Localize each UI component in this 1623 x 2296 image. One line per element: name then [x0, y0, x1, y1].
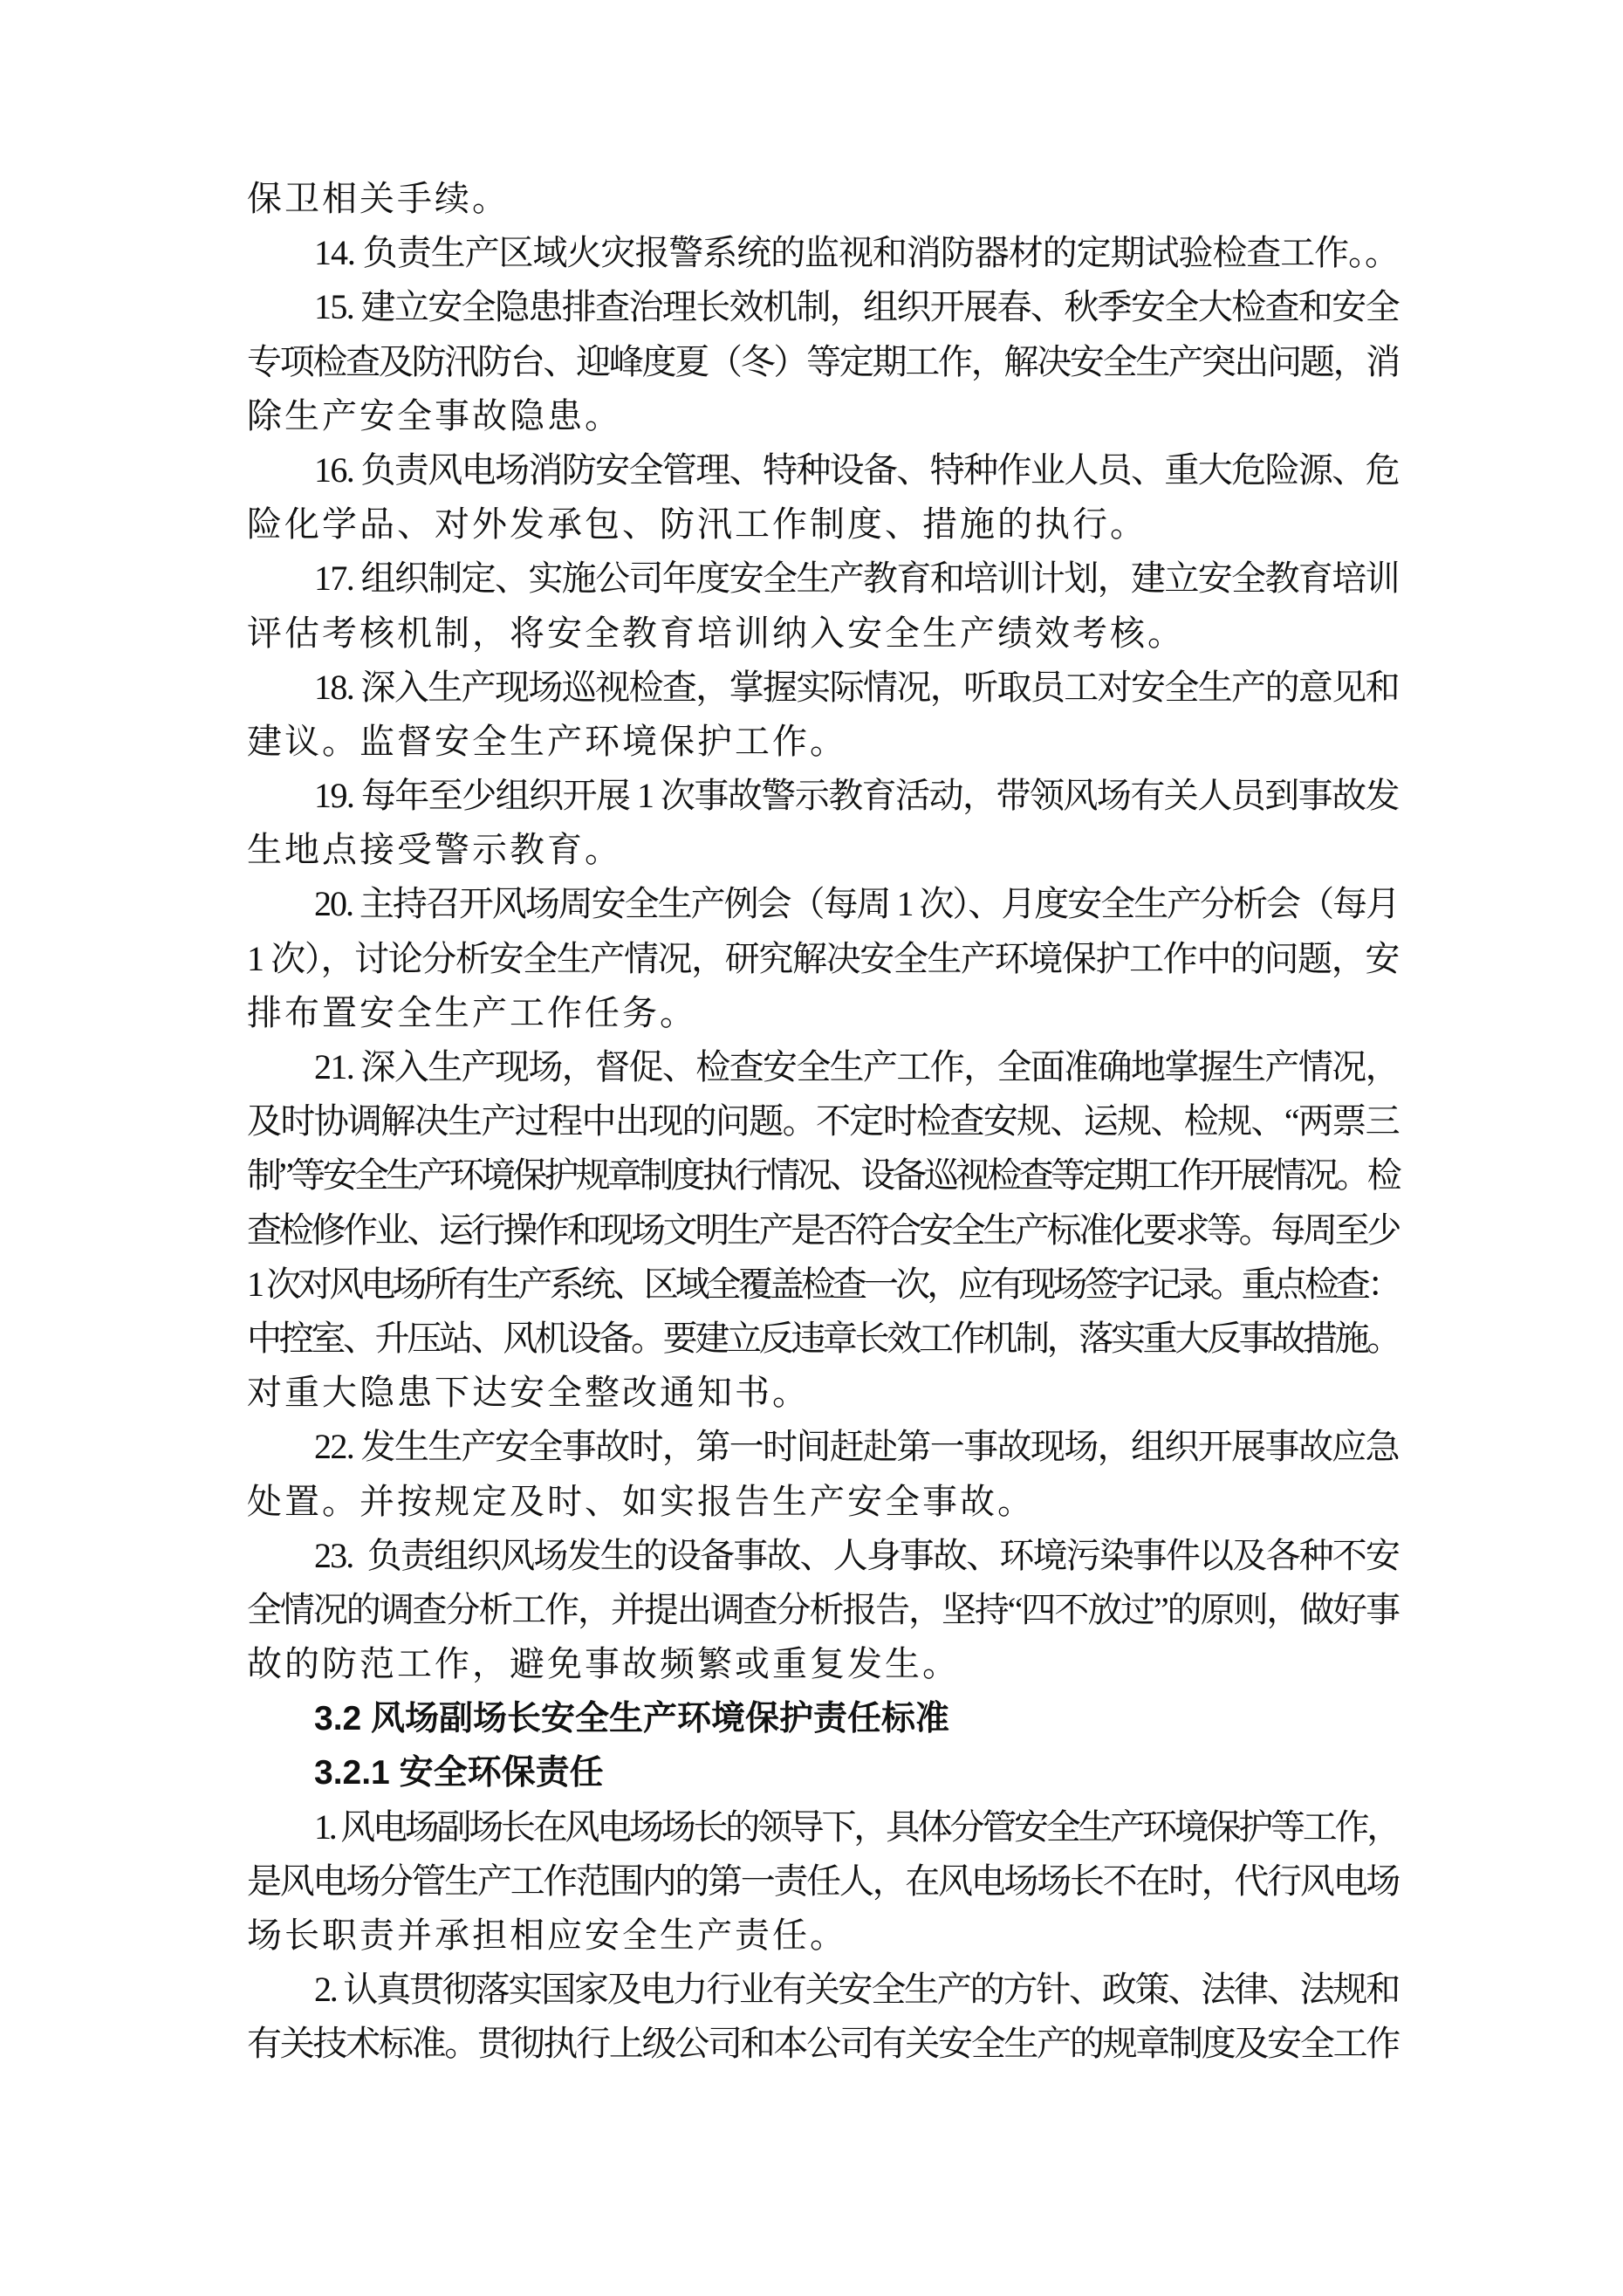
text-line: [247, 1420, 1399, 1474]
text-line: [247, 1203, 1399, 1258]
text-line: [247, 552, 1399, 606]
text-line: [247, 497, 1399, 552]
text-line-content: 20. 主持召开风场周安全生产例会（每周 1 次）、月度安全生产分析会（每月: [314, 884, 1399, 924]
paragraph: [247, 443, 1399, 552]
paragraph: [247, 661, 1399, 769]
text-line-content: 1 次），讨论分析安全生产情况，研究解决安全生产环境保护工作中的问题，安: [247, 938, 1399, 978]
text-line: [247, 443, 1399, 497]
text-line: [247, 280, 1399, 334]
text-line-content: 中控室、升压站、风机设备。要建立反违章长效工作机制，落实重大反事故措施。: [247, 1318, 1399, 1358]
text-line-content: 1 次对风电场所有生产系统、区域全覆盖检查一次，应有现场签字记录。重点检查：: [247, 1264, 1399, 1304]
text-line-content: 保卫相关手续。: [247, 179, 510, 218]
text-line: [247, 1475, 1399, 1529]
text-line: [247, 1040, 1399, 1094]
text-line-content: 18. 深入生产现场巡视检查，掌握实际情况，听取员工对安全生产的意见和: [314, 667, 1399, 707]
text-line: [247, 1854, 1399, 1909]
text-line: [247, 172, 1399, 226]
text-line-content: 排布置安全生产工作任务。: [247, 992, 697, 1032]
text-line-content: 生地点接受警示教育。: [247, 830, 622, 870]
text-line: [247, 1637, 1399, 1691]
paragraph: [247, 877, 1399, 1040]
text-line: [247, 1366, 1399, 1420]
text-line-content: 评估考核机制，将安全教育培训纳入安全生产绩效考核。: [247, 613, 1185, 653]
text-line: [247, 877, 1399, 931]
text-line: [247, 661, 1399, 715]
text-line: [247, 226, 1399, 280]
text-line: [247, 1800, 1399, 1854]
text-line-content: 及时协调解决生产过程中出现的问题。不定时检查安规、运规、检规、“两票三: [247, 1101, 1399, 1141]
text-line: [247, 2017, 1399, 2071]
text-line: [247, 1745, 1399, 1799]
text-line: [247, 932, 1399, 986]
text-line-content: 15. 建立安全隐患排查治理长效机制，组织开展春、秋季安全大检查和安全: [314, 287, 1399, 327]
text-line-content: 21. 深入生产现场，督促、检查安全生产工作，全面准确地掌握生产情况，: [314, 1047, 1399, 1086]
text-line-content: 17. 组织制定、实施公司年度安全生产教育和培训计划，建立安全教育培训: [314, 559, 1399, 599]
section-heading: [247, 1745, 1399, 1799]
text-line: [247, 1963, 1399, 2017]
text-line-content: 险化学品、对外发承包、防汛工作制度、措施的执行。: [247, 504, 1147, 545]
paragraph: [247, 172, 1399, 226]
text-line-content: 14. 负责生产区域火灾报警系统的监视和消防器材的定期试验检查工作。。: [314, 233, 1399, 273]
text-line: [247, 1094, 1399, 1148]
text-line: [247, 1691, 1399, 1745]
text-line: [247, 1258, 1399, 1312]
text-line-content: 2. 认真贯彻落实国家及电力行业有关安全生产的方针、政策、法律、法规和: [314, 1970, 1399, 2010]
text-line-content: 建议。监督安全生产环境保护工作。: [247, 721, 847, 761]
text-line-content: 22. 发生生产安全事故时，第一时间赶赴第一事故现场，组织开展事故应急: [314, 1427, 1399, 1467]
text-line-content: 对重大隐患下达安全整改通知书。: [247, 1373, 810, 1413]
text-line-content: 查检修作业、运行操作和现场文明生产是否符合安全生产标准化要求等。每周至少: [247, 1210, 1399, 1250]
text-line: [247, 1148, 1399, 1203]
text-line: [247, 1909, 1399, 1963]
text-line-content: 有关技术标准。贯彻执行上级公司和本公司有关安全生产的规章制度及安全工作: [247, 2024, 1399, 2064]
paragraph: [247, 552, 1399, 660]
paragraph: [247, 1529, 1399, 1692]
text-line: [247, 715, 1399, 769]
text-line: [247, 607, 1399, 661]
text-line: [247, 986, 1399, 1040]
text-line-content: 23. 负责组织风场发生的设备事故、人身事故、环境污染事件以及各种不安: [314, 1535, 1399, 1575]
text-line: [247, 335, 1399, 389]
paragraph: [247, 1420, 1399, 1528]
text-line-content: 专项检查及防汛防台、迎峰度夏（冬）等定期工作，解决安全生产突出问题，消: [247, 341, 1399, 381]
text-line-content: 场长职责并承担相应安全生产责任。: [247, 1916, 847, 1955]
text-line-content: 处置。并按规定及时、如实报告生产安全事故。: [247, 1481, 1035, 1521]
text-line-content: 16. 负责风电场消防安全管理、特种设备、特种作业人员、重大危险源、危: [314, 449, 1399, 490]
text-line-content: 19. 每年至少组织开展 1 次事故警示教育活动，带领风场有关人员到事故发: [314, 776, 1399, 816]
text-line-content: 3.2 风场副场长安全生产环境保护责任标准: [314, 1700, 950, 1738]
text-line-content: 故的防范工作，避免事故频繁或重复发生。: [247, 1644, 960, 1684]
section-heading: [247, 1691, 1399, 1745]
text-line: [247, 769, 1399, 823]
paragraph: [247, 1040, 1399, 1420]
paragraph: [247, 226, 1399, 280]
text-line: [247, 823, 1399, 877]
document-body: [247, 172, 1399, 2072]
text-line: [247, 389, 1399, 443]
paragraph: [247, 1963, 1399, 2071]
text-line-content: 制”等安全生产环境保护规章制度执行情况、设备巡视检查等定期工作开展情况。检: [247, 1155, 1399, 1196]
paragraph: [247, 769, 1399, 877]
text-line-content: 全情况的调查分析工作，并提出调查分析报告，坚持“四不放过”的原则，做好事: [247, 1589, 1399, 1629]
paragraph: [247, 280, 1399, 443]
text-line-content: 1. 风电场副场长在风电场场长的领导下，具体分管安全生产环境保护等工作，: [314, 1806, 1399, 1847]
text-line: [247, 1529, 1399, 1583]
paragraph: [247, 1800, 1399, 1964]
text-line: [247, 1583, 1399, 1637]
text-line-content: 3.2.1 安全环保责任: [314, 1754, 604, 1792]
text-line: [247, 1312, 1399, 1366]
text-line-content: 是风电场分管生产工作范围内的第一责任人，在风电场场长不在时，代行风电场: [247, 1861, 1399, 1901]
text-line-content: 除生产安全事故隐患。: [247, 395, 622, 435]
